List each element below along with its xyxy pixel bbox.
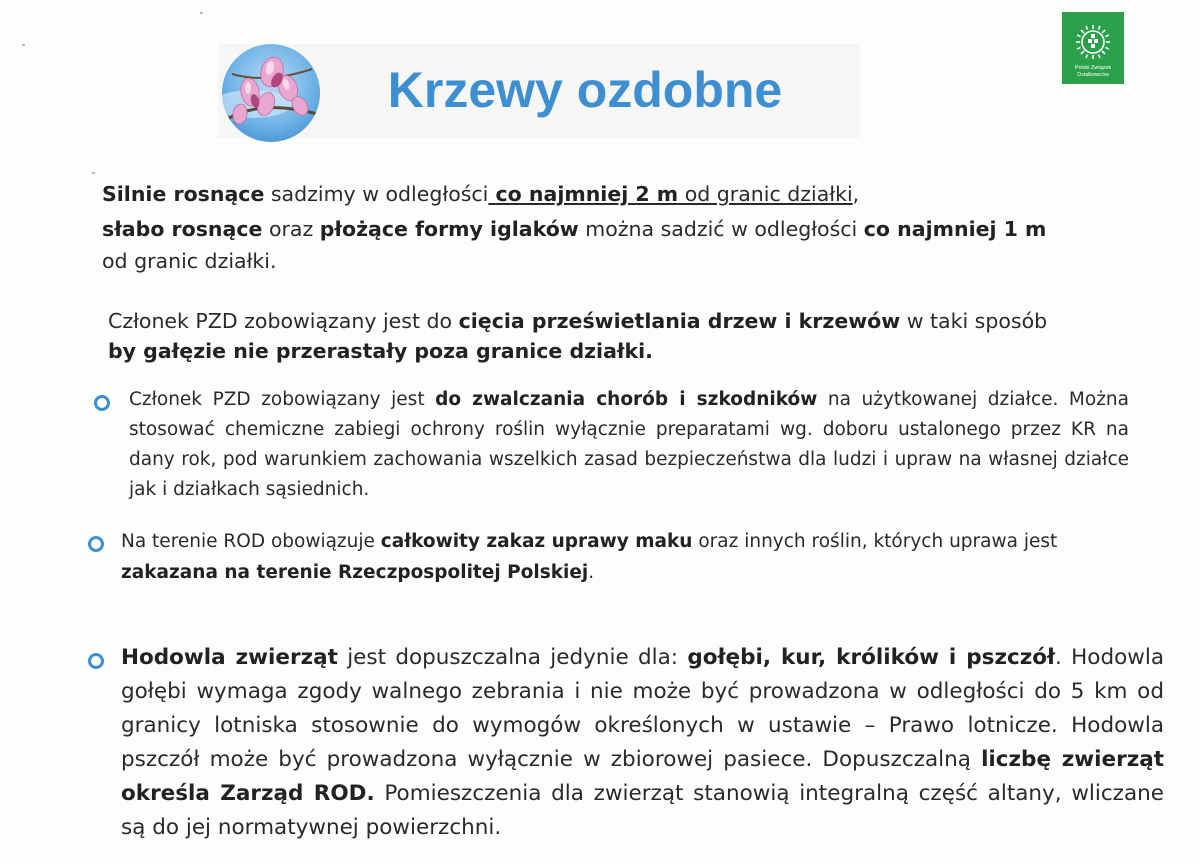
pruning-paragraph: Członek PZD zobowiązany jest do cięcia prześwietlania drzew i krzewów w taki sposób by gałęzie nie przerastały poza granice działki. <box>108 309 1048 363</box>
pest-control-item: Członek PZD zobowiązany jest do zwalczania chorób i szkodników na użytkowanej działce. Można stosować chemiczne zabiegi ochrony roślin wyłącznie preparatami wg. doboru ustalonego przez KR na dany rok, pod warunkiem zachowania wszelkich zasad bezpieczeństwa dla ludzi i upraw na własnej działce jak i działkach sąsiednich. <box>129 389 1129 500</box>
distance-line-2: słabo rosnące oraz płożące formy iglaków można sadzić w odległości co najmniej 1 m <box>102 217 1047 241</box>
distance-line-3: od granic działki. <box>102 249 277 273</box>
bullet-marker-icon <box>88 536 104 552</box>
scan-speck <box>92 172 95 174</box>
scan-speck <box>22 44 25 46</box>
page-title: Krzewy ozdobne <box>387 62 783 118</box>
scan-speck <box>200 12 203 14</box>
bullet-marker-icon <box>88 653 104 669</box>
distance-line-1: Silnie rosnące sadzimy w odległości co najmniej 2 m od granic działki, <box>102 182 860 206</box>
poppy-ban-item: Na terenie ROD obowiązuje całkowity zakaz uprawy maku oraz innych roślin, których uprawa jest zakazana na terenie Rzeczpospolitej Polskiej. <box>121 531 1058 583</box>
pzd-emblem-icon <box>1062 12 1124 64</box>
bullet-marker-icon <box>94 395 110 411</box>
animal-breeding-item: Hodowla zwierząt jest dopuszczalna jedynie dla: gołębi, kur, królików i pszczół. Hodowla gołębi wymaga zgody walnego zebrania i nie może być prowadzona w odległości do 5 km od granicy lotniska stosownie do wymogów określonych w ustawie – Prawo lotnicze. Hodowla pszczół może być prowadzona wyłącznie w zbiorowej pasiece. Dopuszczalną liczbę zwierząt określa Zarząd ROD. Pomieszczenia dla zwierząt stanowią integralną część altany, wliczane są do jej normatywnej powierzchni. <box>121 645 1165 840</box>
logo-caption: Polski Związek Działkowców <box>1074 65 1112 78</box>
magnolia-flowers-photo <box>222 44 320 142</box>
pzd-logo <box>1062 12 1124 84</box>
distance-rules-paragraph <box>102 177 1162 275</box>
